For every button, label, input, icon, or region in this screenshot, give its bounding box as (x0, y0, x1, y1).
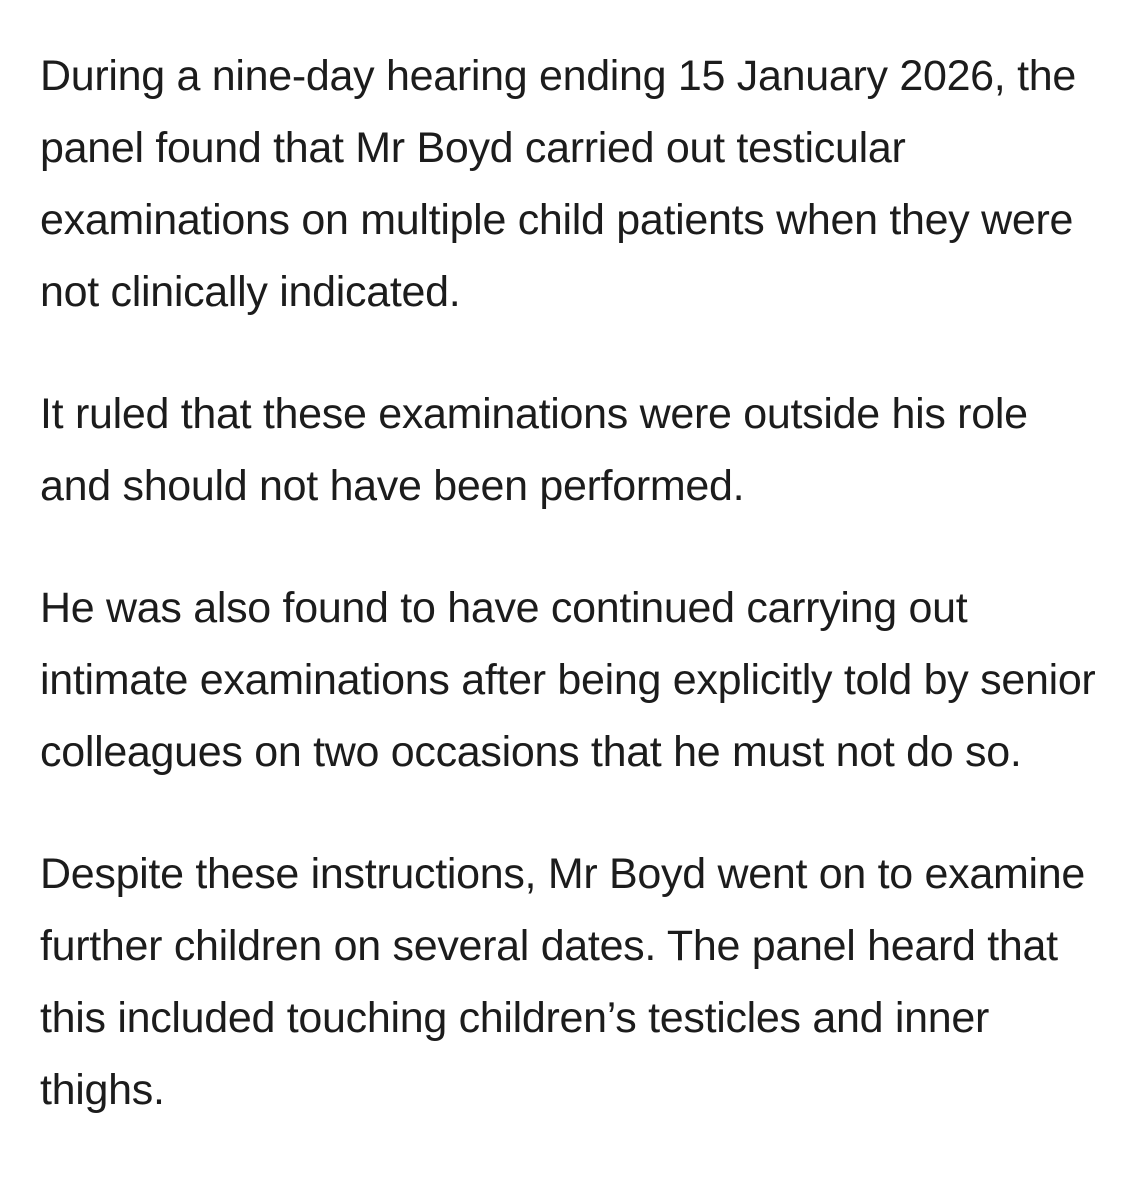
paragraph-continued-examinations: He was also found to have continued carrying out intimate examinations after being explicitly told by senior colleagues on two occasions that he must not do so. (40, 584, 1096, 776)
paragraph-further-children: Despite these instructions, Mr Boyd went on to examine further children on several dates. The panel heard that this included touching children’s testicles and inner thighs. (40, 850, 1085, 1114)
paragraph-ruling: It ruled that these examinations were outside his role and should not have been performed. (40, 390, 1028, 510)
article-body (40, 40, 1100, 1176)
paragraph-hearing-findings: During a nine-day hearing ending 15 January 2026, the panel found that Mr Boyd carried out testicular examinations on multiple child patients when they were not clinically indicated. (40, 52, 1076, 316)
